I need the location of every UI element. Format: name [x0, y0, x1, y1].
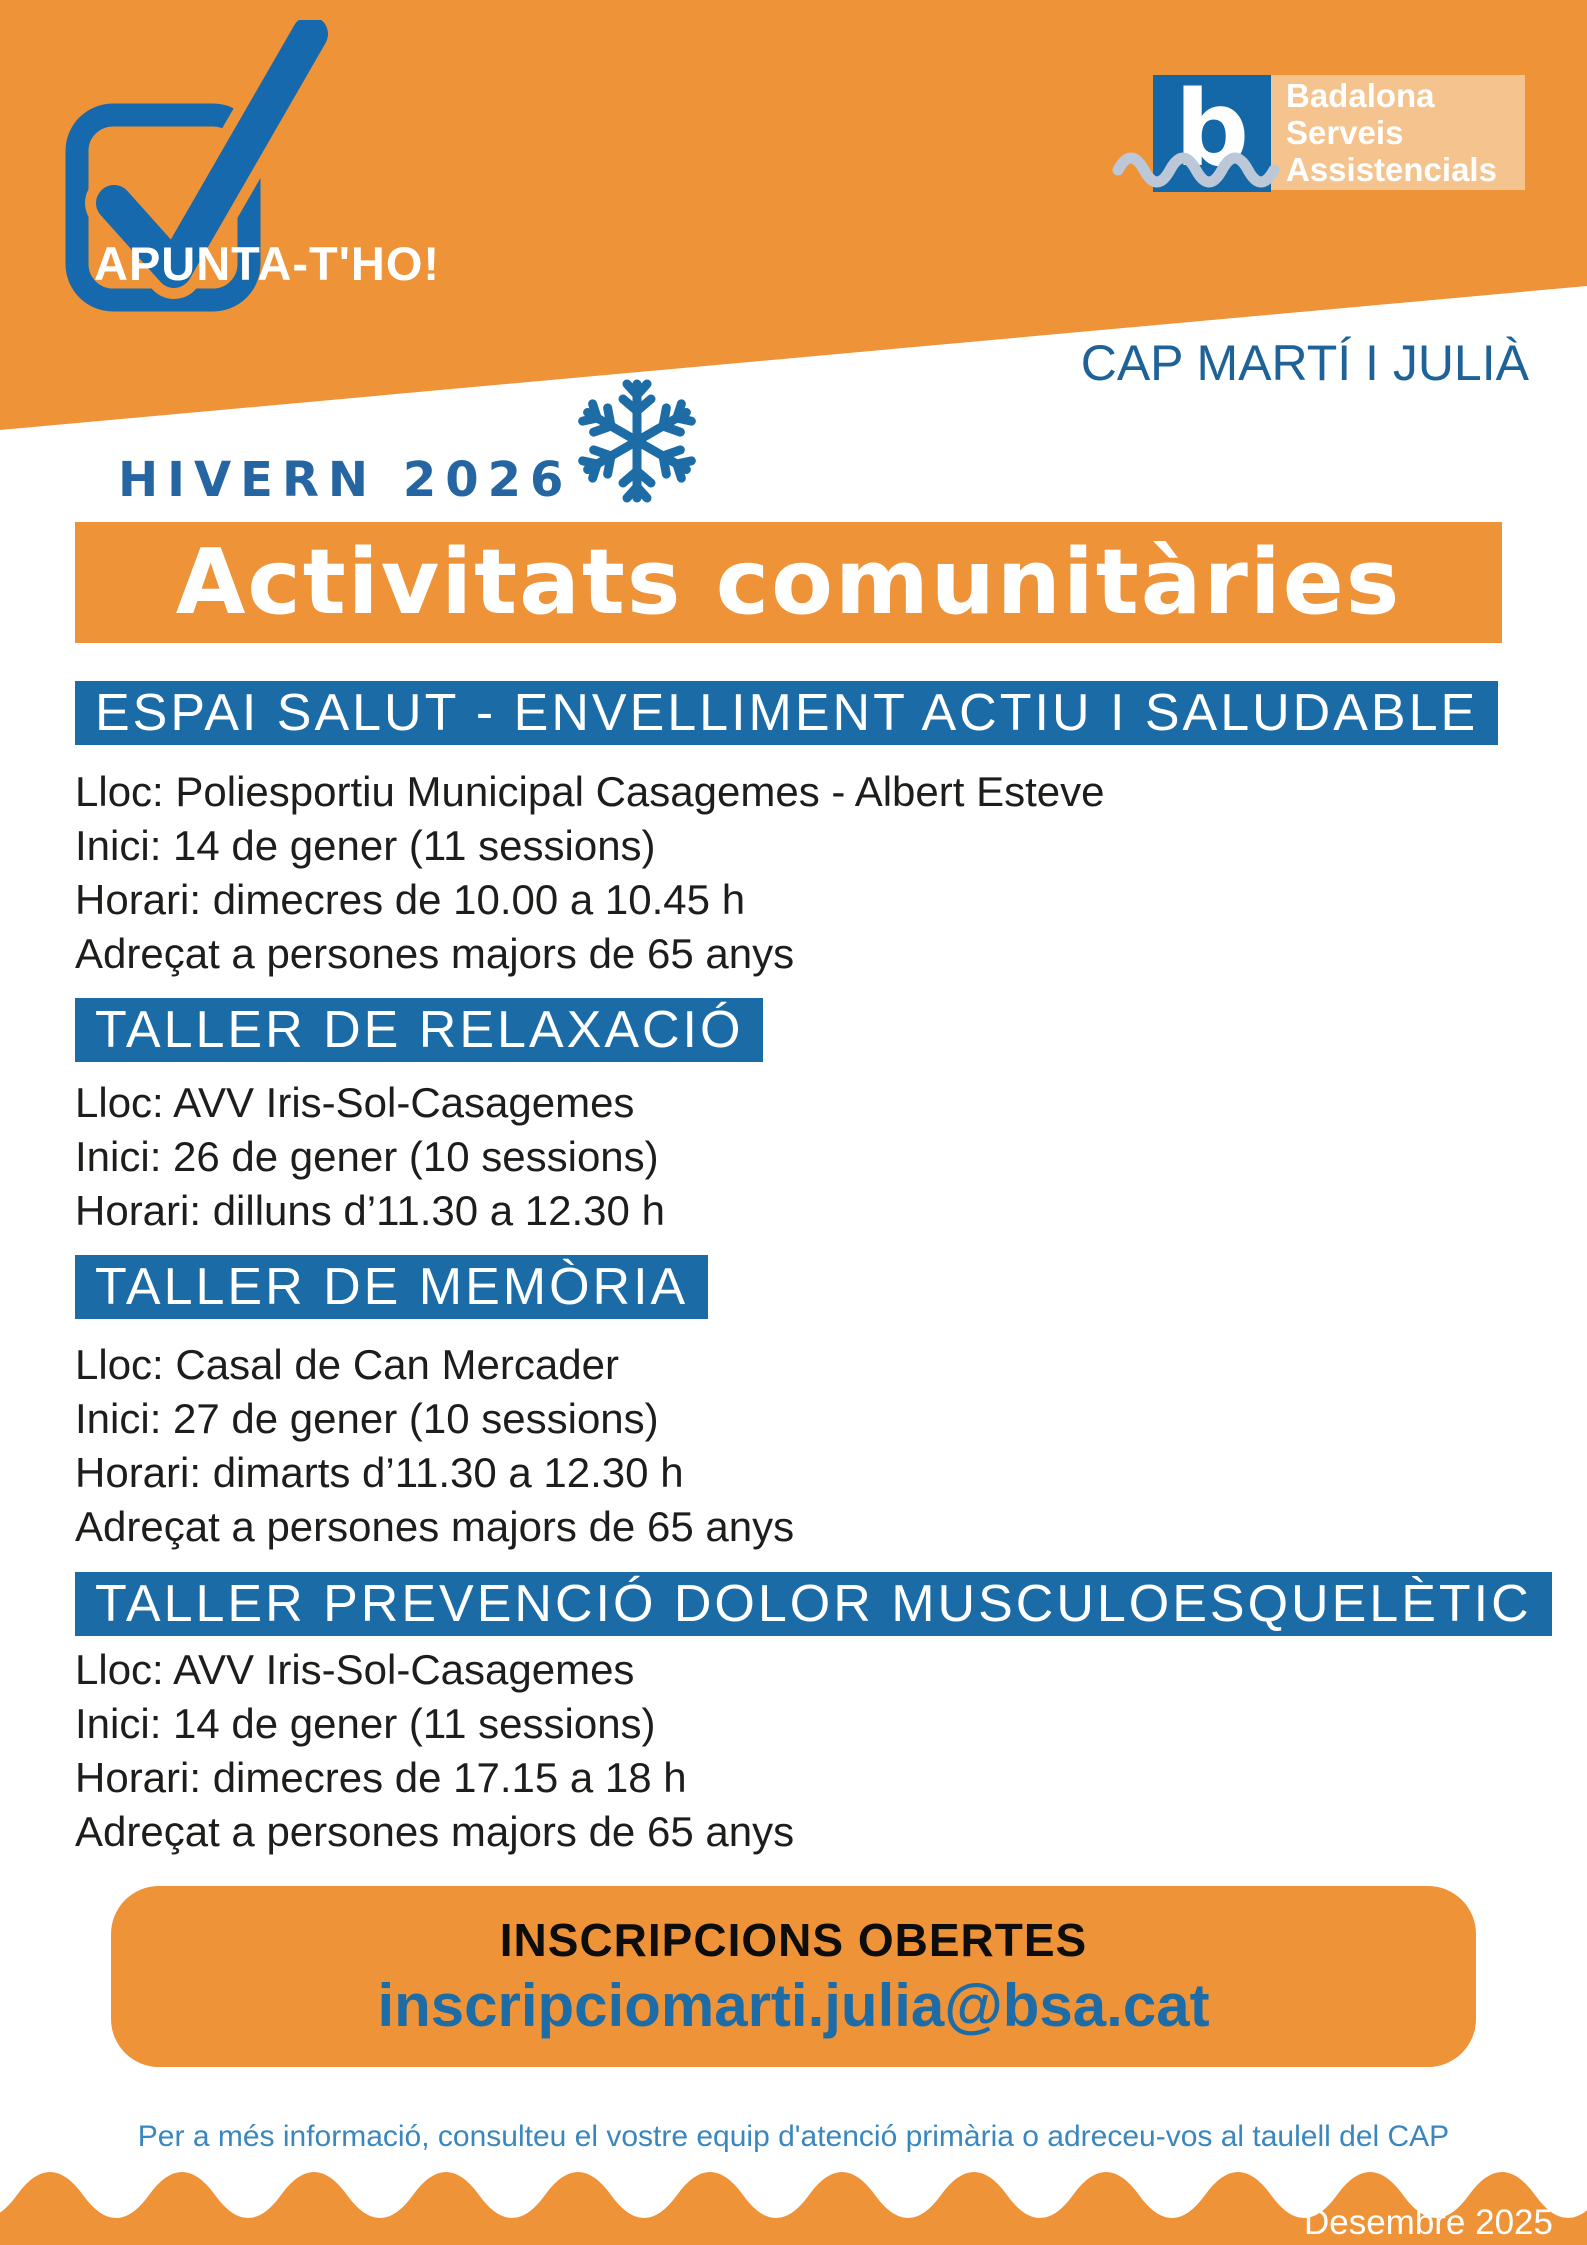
page-title: Activitats comunitàries [175, 530, 1402, 635]
section-espai-salut [75, 681, 1498, 981]
inscriptions-title: INSCRIPCIONS OBERTES [499, 1914, 1088, 1966]
section-relaxacio [75, 998, 763, 1238]
section-line: Adreçat a persones majors de 65 anys [75, 1808, 795, 1855]
season-label: HIVERN 2026 [118, 452, 573, 508]
section-line: Horari: dimarts d’11.30 a 12.30 h [75, 1449, 684, 1496]
section-details [75, 1338, 794, 1554]
section-memoria [75, 1255, 794, 1554]
section-details [75, 765, 1498, 981]
section-line: Adreçat a persones majors de 65 anys [75, 930, 795, 977]
section-line: Adreçat a persones majors de 65 anys [75, 1503, 795, 1550]
section-line: Horari: dilluns d’11.30 a 12.30 h [75, 1187, 665, 1234]
section-line: Inici: 27 de gener (10 sessions) [75, 1395, 659, 1442]
section-header: ESPAI SALUT - ENVELLIMENT ACTIU I SALUDABLE [75, 681, 1498, 745]
inscription-email-link[interactable]: inscripciomarti.julia@bsa.cat [377, 1972, 1210, 2039]
section-line: Inici: 26 de gener (10 sessions) [75, 1133, 659, 1180]
bsa-logo-panel [1271, 75, 1525, 190]
apunta-tagline: APUNTA-T'HO! [94, 237, 441, 290]
section-details [75, 1643, 1552, 1859]
section-details [75, 1076, 763, 1238]
section-line: Lloc: Casal de Can Mercader [75, 1341, 619, 1388]
snowflake-icon [572, 376, 702, 506]
section-line: Lloc: Poliesportiu Municipal Casagemes - Albert Esteve [75, 768, 1105, 815]
section-header: TALLER PREVENCIÓ DOLOR MUSCULOESQUELÈTIC [75, 1572, 1552, 1636]
footer-note: Per a més informació, consulteu el vostre equip d'atenció primària o adreceu-vos al taulell del CAP [137, 2120, 1450, 2153]
bsa-logo-letter: b [1174, 67, 1250, 190]
section-line: Inici: 14 de gener (11 sessions) [75, 822, 656, 869]
section-line: Inici: 14 de gener (11 sessions) [75, 1700, 656, 1747]
section-line: Horari: dimecres de 17.15 a 18 h [75, 1754, 687, 1801]
title-banner [75, 522, 1502, 643]
section-line: Lloc: AVV Iris-Sol-Casagemes [75, 1646, 635, 1693]
section-line: Horari: dimecres de 10.00 a 10.45 h [75, 876, 746, 923]
bsa-org-line: Assistencials [1286, 151, 1497, 188]
inscriptions-pill [111, 1886, 1476, 2067]
section-prevencio-dolor [75, 1572, 1552, 1859]
bsa-org-line: Serveis [1286, 114, 1404, 151]
section-line: Lloc: AVV Iris-Sol-Casagemes [75, 1079, 635, 1126]
center-name: CAP MARTÍ I JULIÀ [1080, 335, 1529, 391]
section-header: TALLER DE MEMÒRIA [75, 1255, 708, 1319]
issue-date: Desembre 2025 [1303, 2203, 1553, 2242]
section-header: TALLER DE RELAXACIÓ [75, 998, 763, 1062]
logo-wave-icon [1112, 140, 1284, 192]
bsa-org-line: Badalona [1286, 77, 1435, 114]
